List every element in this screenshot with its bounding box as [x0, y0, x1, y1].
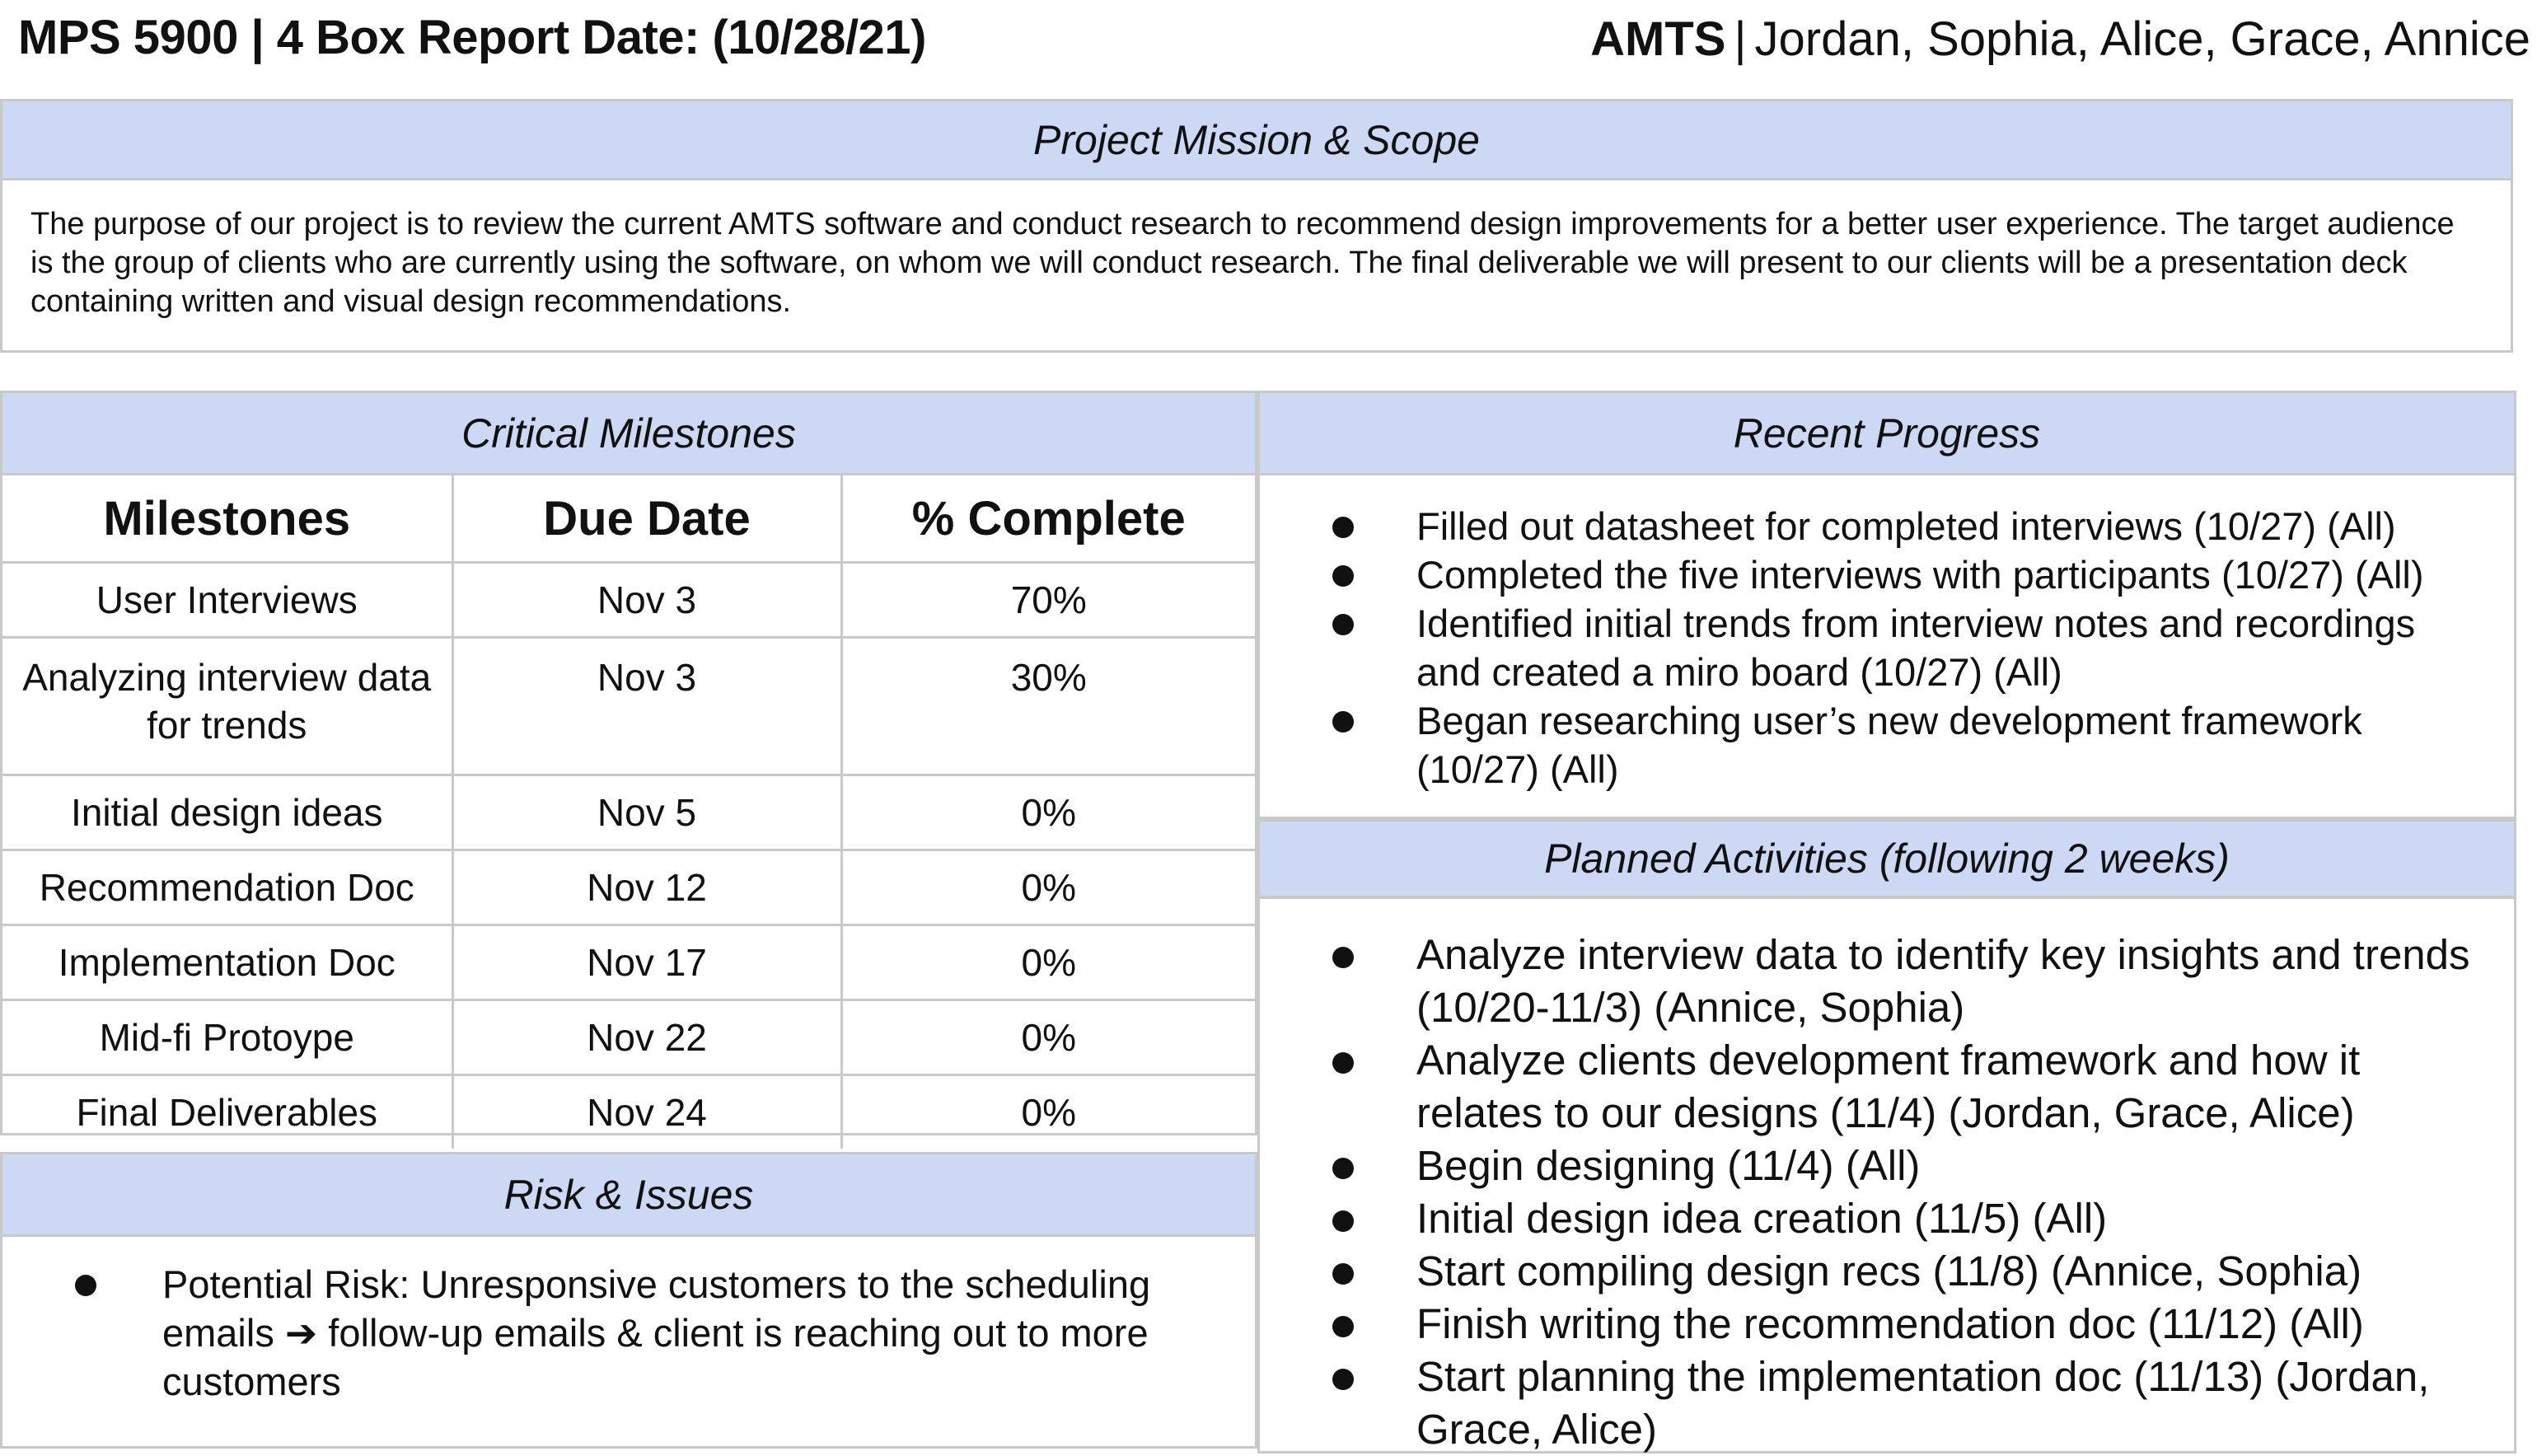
milestone-due: Nov 5: [452, 775, 841, 850]
milestone-pct: 0%: [841, 850, 1255, 925]
milestone-pct: 70%: [841, 563, 1255, 638]
milestone-pct: 0%: [841, 1075, 1255, 1149]
list-item: [1260, 502, 2481, 550]
milestone-due: Nov 22: [452, 1000, 841, 1075]
list-item: [1260, 550, 2481, 599]
planned-activities-title: Planned Activities (following 2 weeks): [1260, 822, 2514, 899]
activity-text: Analyze interview data to identify key insights and trends (10/20-11/3) (Annice, Sophia): [1416, 931, 2470, 1031]
milestone-name: User Interviews: [2, 563, 452, 638]
planned-activities-box: [1257, 819, 2516, 1454]
bullet-icon: [1332, 565, 1354, 587]
column-header: % Complete: [841, 475, 1255, 563]
milestones-table: [2, 475, 1255, 1149]
mission-text: The purpose of our project is to review the current AMTS software and conduct research to recommend design improvements for a better user experience. The target audience is the group of clients who are currently using the software, on whom we will conduct research. The final deliverable we will present to our clients will be a presentation deck containing written and visual design recommendations.: [30, 207, 2455, 319]
bullet-icon: [1332, 1263, 1354, 1285]
risks-box: [0, 1152, 1257, 1449]
risks-list: [2, 1237, 1255, 1406]
bullet-icon: [1332, 1210, 1354, 1232]
milestone-pct: 0%: [841, 1000, 1255, 1075]
list-item: [1260, 1351, 2481, 1456]
list-item: [1260, 1245, 2481, 1298]
milestone-due: Nov 12: [452, 850, 841, 925]
bullet-icon: [1332, 1369, 1354, 1390]
bullet-icon: [75, 1275, 96, 1296]
team-name: AMTS: [1590, 12, 1726, 66]
activity-text: Begin designing (11/4) (All): [1416, 1142, 1921, 1189]
activity-text: Initial design idea creation (11/5) (All): [1416, 1195, 2108, 1242]
milestone-name: Recommendation Doc: [2, 850, 452, 925]
milestone-due: Nov 17: [452, 925, 841, 1000]
table-row: [2, 850, 1255, 925]
table-row: [2, 1000, 1255, 1075]
milestones-title: Critical Milestones: [2, 393, 1255, 475]
bullet-icon: [1332, 1316, 1354, 1337]
milestone-name: Implementation Doc: [2, 925, 452, 1000]
milestone-name: Final Deliverables: [2, 1075, 452, 1149]
risks-title: Risk & Issues: [2, 1154, 1255, 1237]
list-item: [1260, 1140, 2481, 1192]
column-header: Due Date: [452, 475, 841, 563]
team-line: [1590, 12, 2530, 67]
activity-text: Start planning the implementation doc (11/13) (Jordan, Grace, Alice): [1416, 1353, 2430, 1453]
list-item: [1260, 696, 2481, 794]
milestone-name: Mid-fi Protoype: [2, 1000, 452, 1075]
bullet-icon: [1332, 1158, 1354, 1179]
mission-box: [0, 99, 2513, 353]
planned-activities-list: [1260, 899, 2514, 1456]
milestone-due: Nov 3: [452, 563, 841, 638]
column-header: Milestones: [2, 475, 452, 563]
progress-text: Began researching user’s new development framework (10/27) (All): [1416, 699, 2362, 791]
milestone-name: Analyzing interview data for trends: [2, 638, 452, 775]
milestones-box: [0, 391, 1257, 1135]
bullet-icon: [1332, 947, 1354, 968]
milestone-pct: 0%: [841, 775, 1255, 850]
activity-text: Finish writing the recommendation doc (11/12) (All): [1416, 1300, 2364, 1347]
milestone-name: Initial design ideas: [2, 775, 452, 850]
list-item: [1260, 1192, 2481, 1245]
list-item: [1260, 929, 2481, 1034]
table-row: [2, 1075, 1255, 1149]
bullet-icon: [1332, 1052, 1354, 1074]
mission-title: Project Mission & Scope: [2, 101, 2511, 180]
progress-text: Filled out datasheet for completed interviews (10/27) (All): [1416, 504, 2396, 548]
milestone-due: Nov 3: [452, 638, 841, 775]
list-item: [1260, 1298, 2481, 1351]
progress-text: Completed the five interviews with participants (10/27) (All): [1416, 553, 2424, 597]
bullet-icon: [1332, 517, 1354, 538]
table-row: [2, 925, 1255, 1000]
list-item: [2, 1260, 1222, 1406]
table-row: [2, 775, 1255, 850]
team-separator: |: [1734, 12, 1747, 66]
bullet-icon: [1332, 614, 1354, 635]
list-item: [1260, 1034, 2481, 1140]
milestone-pct: 30%: [841, 638, 1255, 775]
report-title: MPS 5900 | 4 Box Report Date: (10/28/21): [18, 11, 926, 64]
table-row: [2, 638, 1255, 775]
milestone-due: Nov 24: [452, 1075, 841, 1149]
recent-progress-list: [1260, 475, 2514, 794]
table-header-row: [2, 475, 1255, 563]
risk-text: Potential Risk: Unresponsive customers to the scheduling emails ➔ follow-up emails & client is reaching out to more customers: [162, 1262, 1151, 1403]
recent-progress-title: Recent Progress: [1260, 393, 2514, 475]
recent-progress-box: [1257, 391, 2516, 819]
team-members: Jordan, Sophia, Alice, Grace, Annice: [1754, 12, 2530, 66]
activity-text: Start compiling design recs (11/8) (Annice, Sophia): [1416, 1248, 2362, 1294]
activity-text: Analyze clients development framework and how it relates to our designs (11/4) (Jordan, Grace, Alice): [1416, 1037, 2361, 1136]
bullet-icon: [1332, 711, 1354, 733]
list-item: [1260, 599, 2481, 696]
progress-text: Identified initial trends from interview notes and recordings and created a miro board (10/27) (All): [1416, 602, 2416, 694]
milestone-pct: 0%: [841, 925, 1255, 1000]
table-row: [2, 563, 1255, 638]
